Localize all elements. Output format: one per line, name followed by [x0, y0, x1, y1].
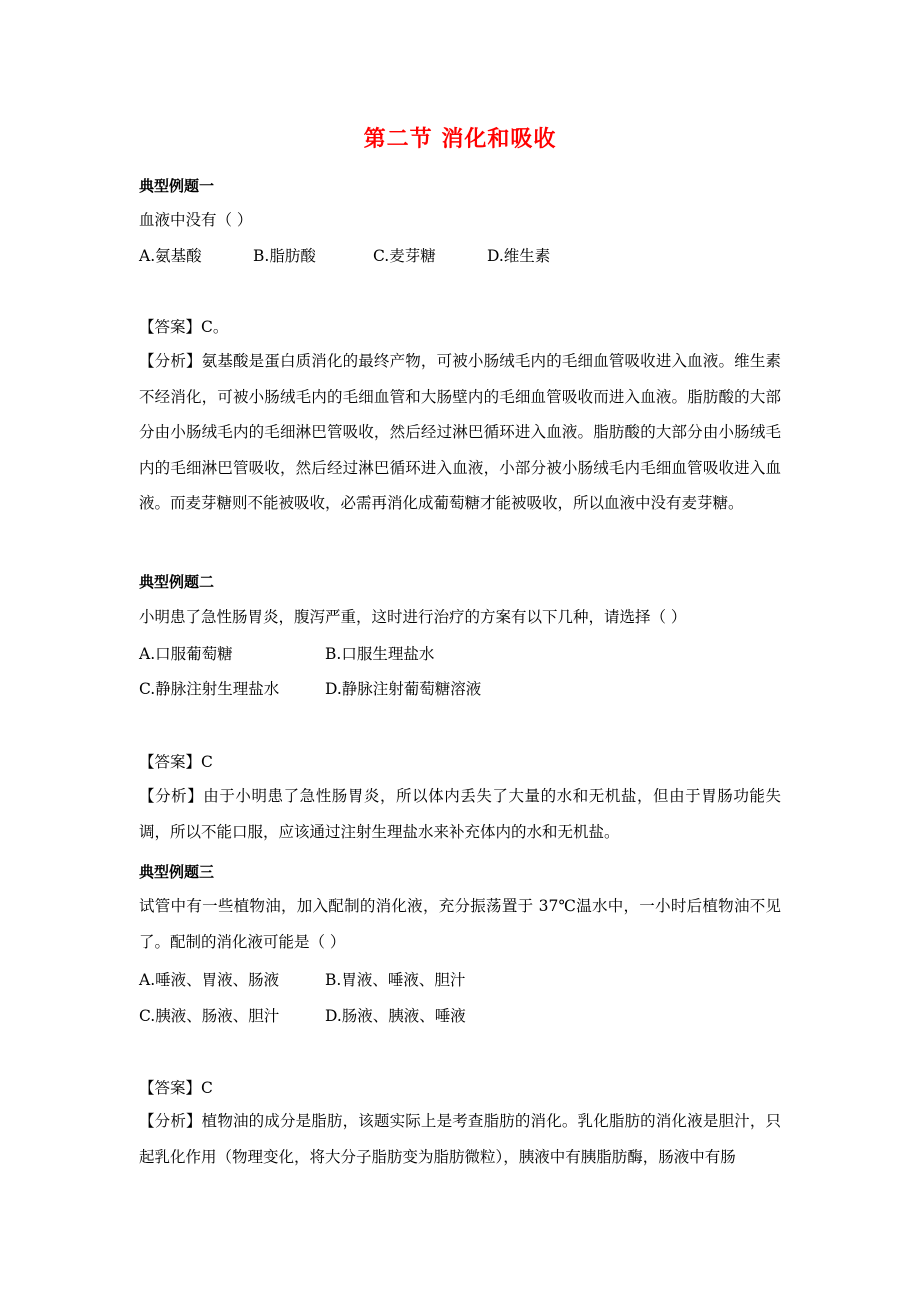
example-3-options-row-1 [139, 970, 465, 990]
analysis-label: 【分析】 [139, 352, 202, 370]
example-3-heading: 典型例题三 [139, 863, 215, 881]
option-a: A.氨基酸 [139, 247, 202, 265]
example-1-options [139, 246, 550, 266]
option-c: C.麦芽糖 [373, 247, 436, 265]
example-2-options-row-1 [139, 644, 434, 664]
option-d: D.维生素 [487, 247, 551, 265]
option-c: C.胰液、肠液、胆汁 [139, 1007, 280, 1025]
example-2-analysis [139, 779, 781, 850]
option-a: A.唾液、胃液、肠液 [139, 971, 280, 989]
example-2-options-row-2 [139, 679, 481, 699]
option-d: D.肠液、胰液、唾液 [325, 1007, 466, 1025]
option-b: B.胃液、唾液、胆汁 [325, 971, 466, 989]
example-1-heading: 典型例题一 [139, 177, 215, 195]
analysis-label: 【分析】 [139, 787, 204, 805]
option-c: C.静脉注射生理盐水 [139, 680, 280, 698]
option-d: D.静脉注射葡萄糖溶液 [325, 680, 482, 698]
page-title: 第二节 消化和吸收 [363, 127, 557, 152]
analysis-label: 【分析】 [139, 1112, 202, 1130]
analysis-text: 氨基酸是蛋白质消化的最终产物，可被小肠绒毛内的毛细血管吸收进入血液。维生素不经消化，可被小肠绒毛内的毛细血管和大肠壁内的毛细血管吸收而进入血液。脂肪酸的大部分由小肠绒毛内的毛细淋巴管吸收，然后经过淋巴循环进入血液。脂肪酸的大部分由小肠绒毛内的毛细淋巴管吸收，然后经过淋巴循环进入血液，小部分被小肠绒毛内毛细血管吸收进入血液。而麦芽糖则不能被吸收，必需再消化成葡萄糖才能被吸收，所以血液中没有麦芽糖。 [139, 352, 781, 512]
example-3-question: 试管中有一些植物油，加入配制的消化液，充分振荡置于 37℃温水中，一小时后植物油不见了。配制的消化液可能是（ ） [139, 897, 781, 951]
option-b: B.脂肪酸 [253, 247, 316, 265]
analysis-text: 由于小明患了急性肠胃炎，所以体内丢失了大量的水和无机盐，但由于胃肠功能失调，所以不能口服，应该通过注射生理盐水来补充体内的水和无机盐。 [139, 787, 781, 841]
example-2-answer: 【答案】C [139, 753, 213, 771]
example-1-answer: 【答案】C。 [139, 318, 229, 336]
example-2-question: 小明患了急性肠胃炎，腹泻严重，这时进行治疗的方案有以下几种，请选择（ ） [139, 608, 687, 626]
option-b: B.口服生理盐水 [325, 645, 435, 663]
example-1-question: 血液中没有（ ） [139, 211, 253, 229]
example-2-heading: 典型例题二 [139, 573, 215, 591]
example-3-options-row-2 [139, 1006, 466, 1026]
example-3-answer: 【答案】C [139, 1079, 213, 1097]
example-3-analysis [139, 1104, 781, 1175]
example-1-analysis [139, 344, 781, 522]
analysis-text: 植物油的成分是脂肪，该题实际上是考查脂肪的消化。乳化脂肪的消化液是胆汁，只起乳化作用（物理变化，将大分子脂肪变为脂肪微粒），胰液中有胰脂肪酶，肠液中有肠 [139, 1112, 781, 1166]
option-a: A.口服葡萄糖 [139, 645, 233, 663]
